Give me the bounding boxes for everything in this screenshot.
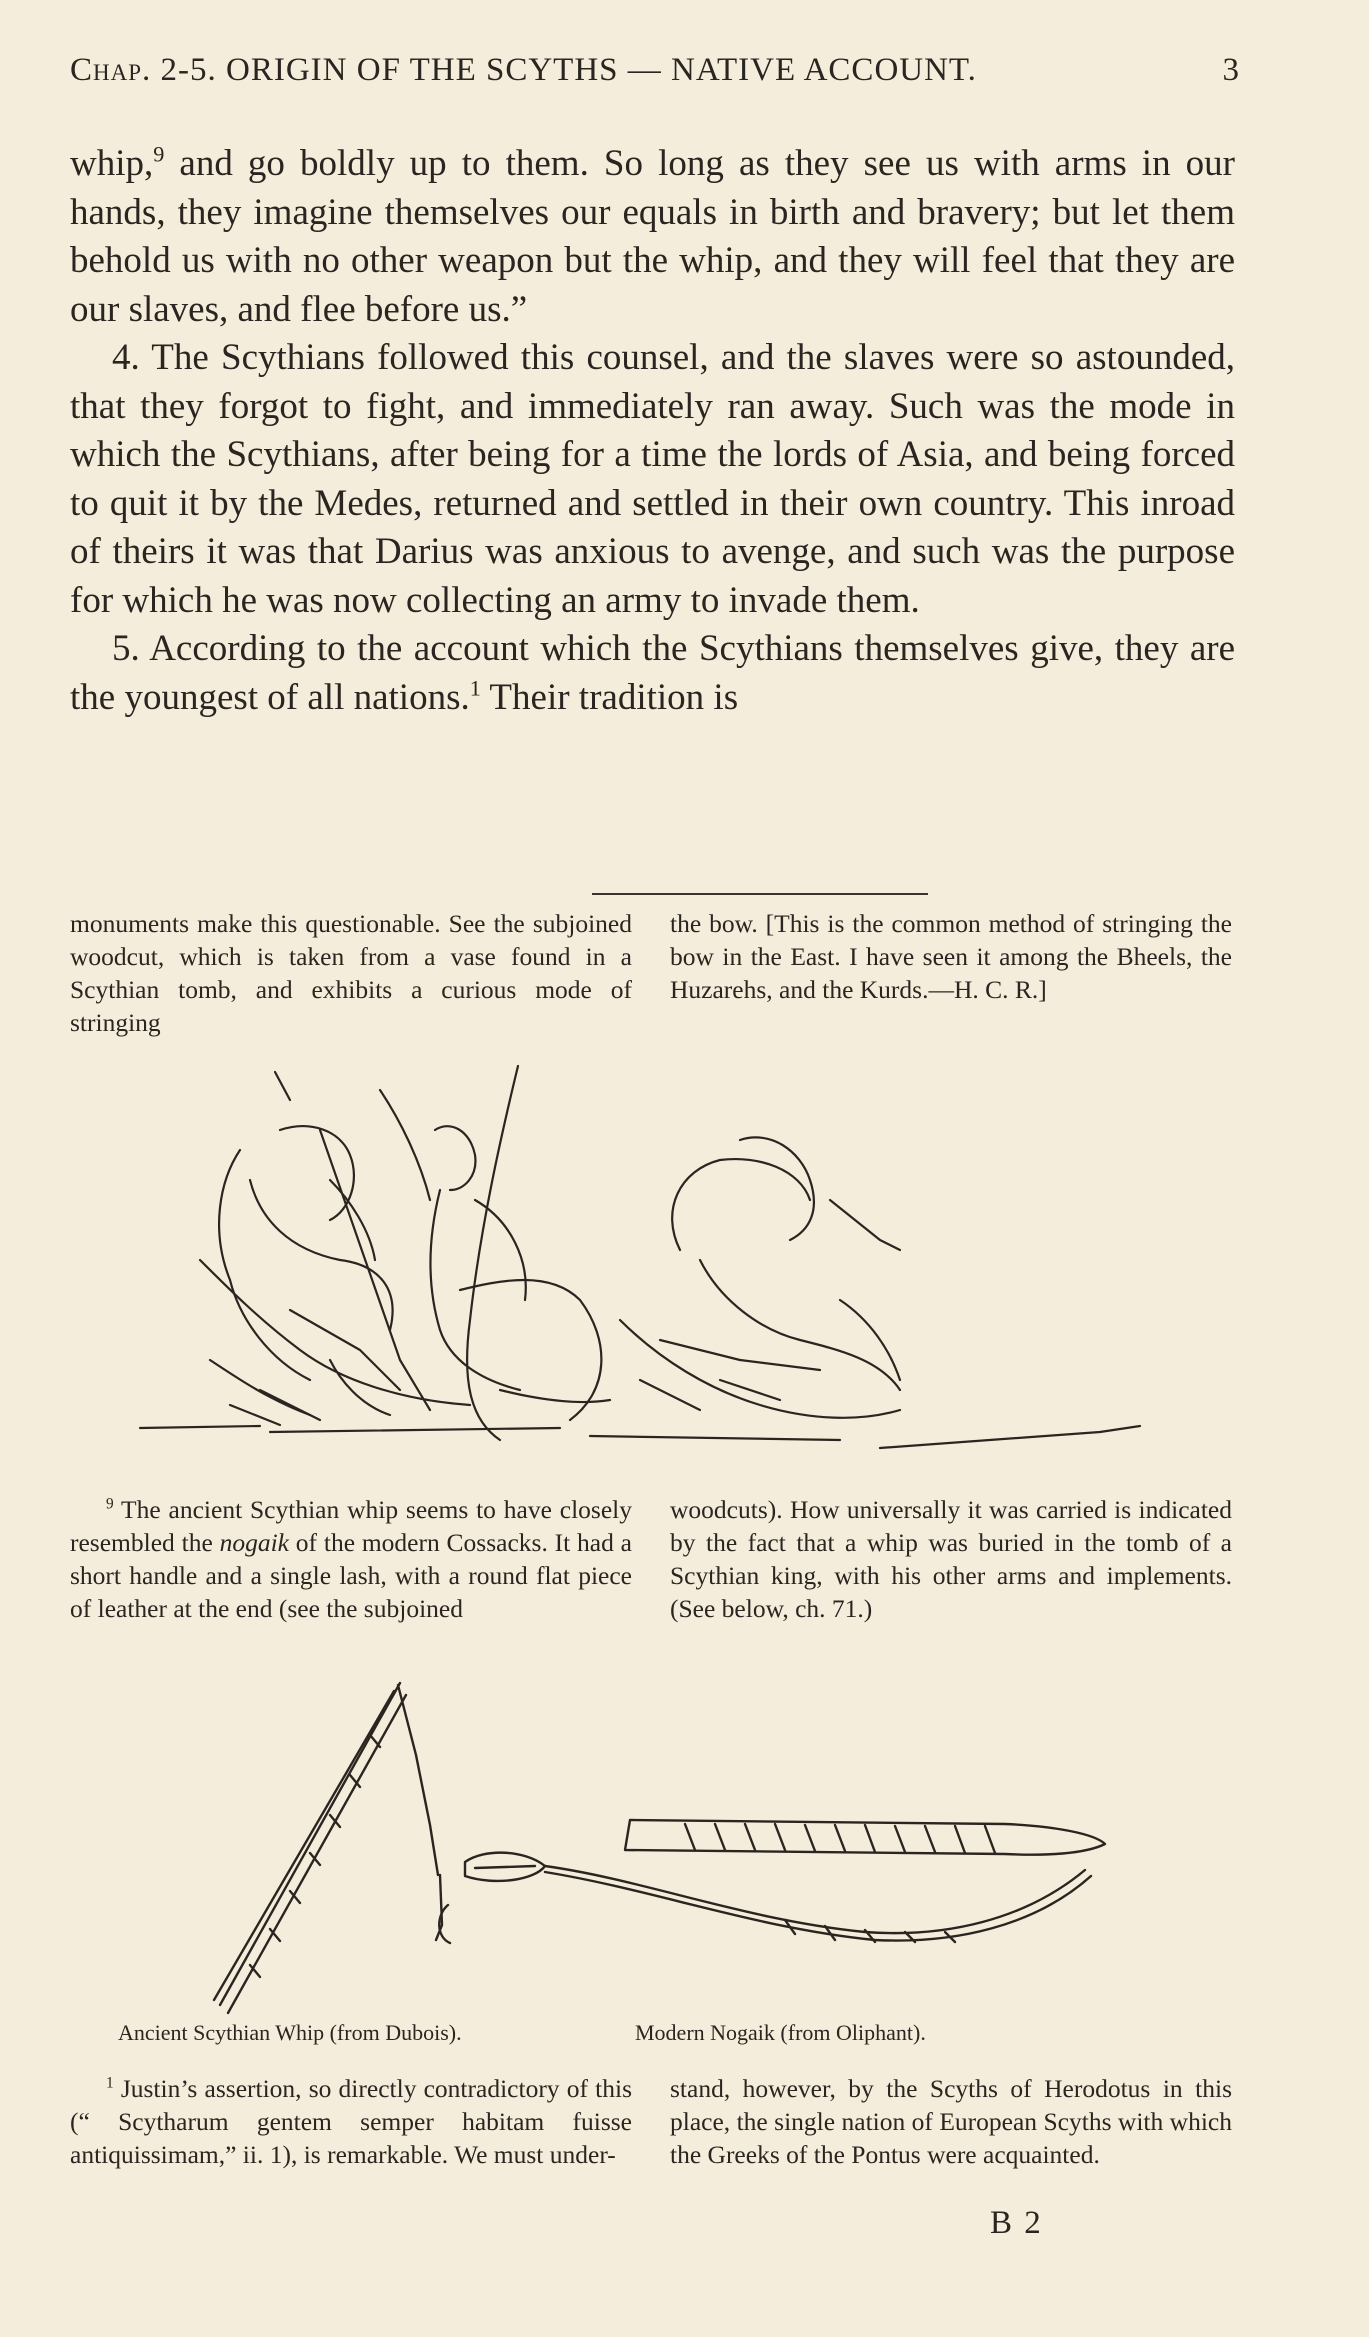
woodcut-modern-nogaik bbox=[445, 1810, 1105, 1970]
footnote-9-right: woodcuts). How universally it was carried is indicated by the fact that a whip was buried in the tomb of a Scythian king, with his other arms and implements. (See below, ch. 71.) bbox=[670, 1495, 1232, 1623]
running-head bbox=[70, 52, 1240, 89]
footnote-ref-1: 1 bbox=[469, 675, 481, 701]
footnote-1-left bbox=[70, 2072, 632, 2171]
footnote-rule bbox=[592, 893, 928, 895]
paragraph-2: 4. The Scythians followed this counsel, and the slaves were so astounded, that they forgot to fight, and immediately ran away. Such was the mode in which the Scythians, after being for a time the lords of Asia, and being forced to quit it by the Medes, returned and settled in their own country. This inroad of theirs it was that Darius was anxious to avenge, and such was the purpose for which he was now collecting an army to invade them. bbox=[70, 337, 1235, 621]
page-number: 3 bbox=[1222, 52, 1240, 88]
footnote-9-marker: 9 bbox=[106, 1495, 114, 1513]
paragraph-1-start: whip, bbox=[70, 143, 154, 184]
footnote-9-term: nogaik bbox=[219, 1528, 289, 1557]
main-text bbox=[70, 140, 1235, 722]
running-head-title: Chap. 2-5. ORIGIN OF THE SCYTHS — NATIVE ACCOUNT. bbox=[70, 52, 977, 88]
footnote-1-right: stand, however, by the Scyths of Herodotus in this place, the single nation of European Scyths with which the Greeks of the Pontus were acquainted. bbox=[670, 2074, 1232, 2169]
note-a-right: the bow. [This is the common method of stringing the bow in the East. I have seen it among the Bheels, the Huzarehs, and the Kurds.—H. C. R.] bbox=[670, 909, 1232, 1004]
paragraph-3 bbox=[70, 625, 1235, 722]
footnote-1-text: Justin’s assertion, so directly contradictory of this (“ Scytharum gentem semper habitam fuisse antiquissimam,” ii. 1), is remarkable. We must under- bbox=[70, 2074, 632, 2169]
paragraph-3-start: 5. According to the account which the Scythians themselves give, they are the youngest of all nations. bbox=[70, 628, 1235, 718]
woodcut-bow-stringing bbox=[140, 1060, 1180, 1470]
caption-ancient-whip: Ancient Scythian Whip (from Dubois). bbox=[118, 2020, 462, 2045]
footnote-1-marker: 1 bbox=[106, 2074, 114, 2092]
note-a-left: monuments make this questionable. See the subjoined woodcut, which is taken from a vase found in a Scythian tomb, and exhibits a curious mode of stringing bbox=[70, 909, 632, 1037]
paragraph-1-rest: and go boldly up to them. So long as they see us with arms in our hands, they imagine themselves our equals in birth and bravery; but let them behold us with no other weapon but the whip, and they will feel that they are our slaves, and flee before us.” bbox=[70, 143, 1235, 330]
paragraph-1 bbox=[70, 140, 1235, 334]
footnote-9-left bbox=[70, 1493, 632, 1625]
paragraph-3-rest: Their tradition is bbox=[480, 676, 739, 718]
footnote-9-text: The ancient Scythian whip seems to have closely resembled the bbox=[70, 1495, 632, 1557]
woodcut-ancient-whip bbox=[180, 1675, 460, 2025]
footnote-ref-9: 9 bbox=[153, 141, 165, 167]
caption-modern-nogaik: Modern Nogaik (from Oliphant). bbox=[635, 2020, 926, 2045]
footnote-9-text-rest: of the modern Cossacks. It had a short handle and a single lash, with a round flat piece of leather at the end (see the subjoined bbox=[70, 1528, 632, 1623]
signature-mark: B 2 bbox=[990, 2205, 1043, 2241]
